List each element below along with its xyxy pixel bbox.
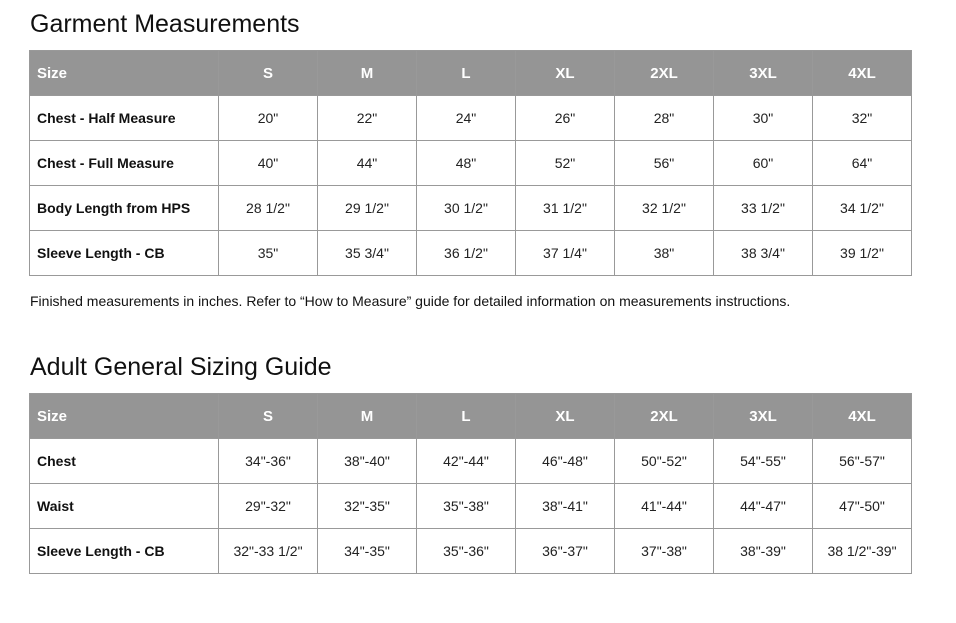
table-row <box>30 141 912 186</box>
table-row <box>30 484 912 529</box>
table-row <box>30 529 912 574</box>
sizing-cell: 41"-44" <box>615 484 714 529</box>
measurement-cell: 30 1/2" <box>417 186 516 231</box>
size-header-label: Size <box>30 394 219 439</box>
size-header-s: S <box>219 394 318 439</box>
measurement-cell: 36 1/2" <box>417 231 516 276</box>
size-header-xl: XL <box>516 51 615 96</box>
measurement-cell: 38" <box>615 231 714 276</box>
row-label: Chest - Full Measure <box>30 141 219 186</box>
measurement-note: Finished measurements in inches. Refer to “How to Measure” guide for detailed information on measurements instructions. <box>30 293 791 309</box>
table-row <box>30 231 912 276</box>
sizing-cell: 29"-32" <box>219 484 318 529</box>
sizing-guide-table <box>29 393 912 574</box>
measurement-cell: 33 1/2" <box>714 186 813 231</box>
row-label: Chest <box>30 439 219 484</box>
table-row <box>30 439 912 484</box>
size-header-4xl: 4XL <box>813 51 912 96</box>
sizing-cell: 34"-35" <box>318 529 417 574</box>
size-header-l: L <box>417 394 516 439</box>
size-header-3xl: 3XL <box>714 394 813 439</box>
measurement-cell: 30" <box>714 96 813 141</box>
measurement-cell: 32" <box>813 96 912 141</box>
size-header-3xl: 3XL <box>714 51 813 96</box>
measurement-cell: 24" <box>417 96 516 141</box>
sizing-cell: 54"-55" <box>714 439 813 484</box>
measurement-cell: 52" <box>516 141 615 186</box>
garment-measurements-table <box>29 50 912 276</box>
garment-measurements-title: Garment Measurements <box>30 10 300 38</box>
size-header-s: S <box>219 51 318 96</box>
size-header-m: M <box>318 394 417 439</box>
measurement-cell: 60" <box>714 141 813 186</box>
row-label: Waist <box>30 484 219 529</box>
sizing-cell: 44"-47" <box>714 484 813 529</box>
measurement-cell: 48" <box>417 141 516 186</box>
size-header-xl: XL <box>516 394 615 439</box>
measurement-cell: 64" <box>813 141 912 186</box>
row-label: Chest - Half Measure <box>30 96 219 141</box>
measurement-cell: 31 1/2" <box>516 186 615 231</box>
size-header-4xl: 4XL <box>813 394 912 439</box>
sizing-cell: 56"-57" <box>813 439 912 484</box>
measurement-cell: 35 3/4" <box>318 231 417 276</box>
sizing-cell: 34"-36" <box>219 439 318 484</box>
sizing-cell: 38 1/2"-39" <box>813 529 912 574</box>
measurement-cell: 56" <box>615 141 714 186</box>
measurement-cell: 40" <box>219 141 318 186</box>
measurement-cell: 28 1/2" <box>219 186 318 231</box>
measurement-cell: 29 1/2" <box>318 186 417 231</box>
sizing-cell: 38"-40" <box>318 439 417 484</box>
sizing-cell: 38"-41" <box>516 484 615 529</box>
sizing-cell: 36"-37" <box>516 529 615 574</box>
size-header-2xl: 2XL <box>615 51 714 96</box>
table-row <box>30 96 912 141</box>
measurement-cell: 38 3/4" <box>714 231 813 276</box>
size-header-m: M <box>318 51 417 96</box>
sizing-cell: 38"-39" <box>714 529 813 574</box>
measurement-cell: 39 1/2" <box>813 231 912 276</box>
sizing-cell: 35"-38" <box>417 484 516 529</box>
measurement-cell: 22" <box>318 96 417 141</box>
table-header-row <box>30 394 912 439</box>
size-header-l: L <box>417 51 516 96</box>
measurement-cell: 34 1/2" <box>813 186 912 231</box>
row-label: Body Length from HPS <box>30 186 219 231</box>
measurement-cell: 20" <box>219 96 318 141</box>
table-row <box>30 186 912 231</box>
sizing-cell: 50"-52" <box>615 439 714 484</box>
measurement-cell: 26" <box>516 96 615 141</box>
sizing-cell: 47"-50" <box>813 484 912 529</box>
table-header-row <box>30 51 912 96</box>
measurement-cell: 28" <box>615 96 714 141</box>
sizing-cell: 35"-36" <box>417 529 516 574</box>
sizing-guide-title: Adult General Sizing Guide <box>30 353 332 381</box>
measurement-cell: 35" <box>219 231 318 276</box>
sizing-cell: 37"-38" <box>615 529 714 574</box>
sizing-cell: 46"-48" <box>516 439 615 484</box>
measurement-cell: 44" <box>318 141 417 186</box>
row-label: Sleeve Length - CB <box>30 529 219 574</box>
sizing-cell: 32"-35" <box>318 484 417 529</box>
sizing-cell: 42"-44" <box>417 439 516 484</box>
measurement-cell: 37 1/4" <box>516 231 615 276</box>
measurement-cell: 32 1/2" <box>615 186 714 231</box>
size-header-label: Size <box>30 51 219 96</box>
sizing-cell: 32"-33 1/2" <box>219 529 318 574</box>
row-label: Sleeve Length - CB <box>30 231 219 276</box>
size-header-2xl: 2XL <box>615 394 714 439</box>
